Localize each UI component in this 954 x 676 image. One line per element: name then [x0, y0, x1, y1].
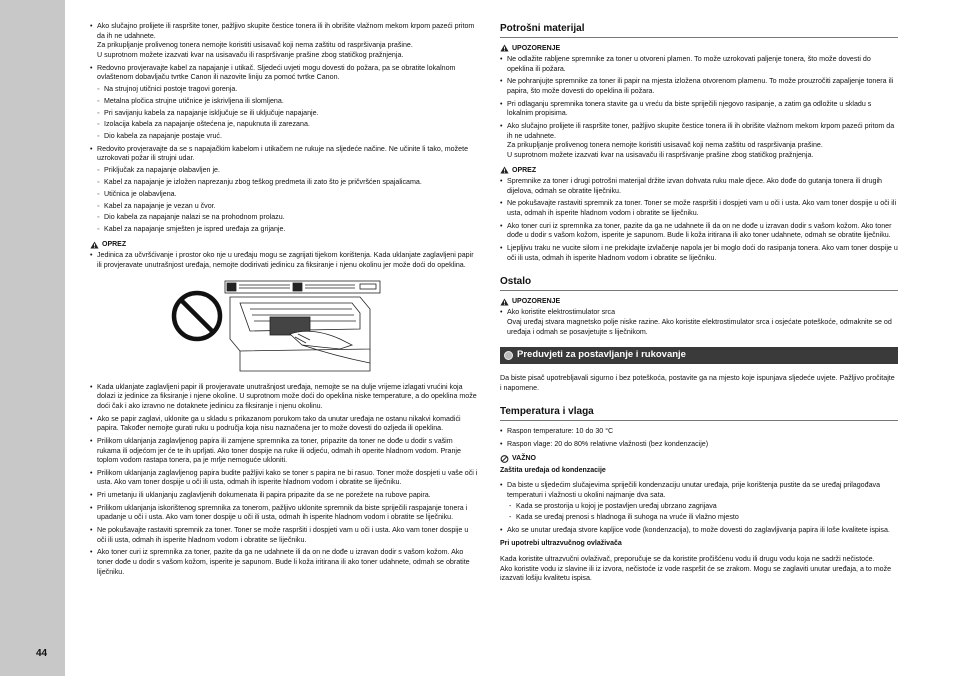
- list-item: • Ne pokušavajte rastaviti spremnik za toner. Toner se može raspršiti i dospjeti vam u oči i usta. Ako vam toner dospije u oči ili usta, odmah ih isperite hladnom vodom i obratite se liječniku.: [500, 199, 898, 218]
- list-item: • Ne pokušavajte rastaviti spremnik za toner. Toner se može raspršiti i dospjeti vam u oči i usta. Ako vam toner dospije u oči ili usta, odmah ih isperite hladnom vodom i obratite se liječniku.: [90, 526, 478, 545]
- temperature-section-title: Temperatura i vlaga: [500, 405, 898, 421]
- list-item: • Ako slučajno prolijete ili raspršite toner, pažljivo skupite čestice tonera ili ih obrišite vlažnom mekom krpom pazeći pritom da ih ne udahnete. Za prikupljanje prolivenog tonera nemojte koristiti usisavač koji nema zaštitu od raspršivanja prašine. U suprotnom možete izazvati kvar na usisavaču ili raspršivanje prašine zbog statičkog pražnjenja.: [90, 22, 478, 61]
- warning-triangle-icon: [500, 166, 509, 174]
- warning-triangle-icon: [90, 241, 99, 249]
- list-item: • Ako se papir zaglavi, uklonite ga u skladu s prikazanom porukom tako da unutar uređaja ne ostanu nikakvi komadići papira. Također nemojte gurati ruku u područja koja nisu naznačena jer to može dovesti do ozljeda ili opeklina.: [90, 415, 478, 434]
- list-item: ◦ Utičnica je olabavljena.: [97, 190, 478, 200]
- list-item: ◦ Kabel za napajanje smješten je ispred uređaja za grijanje.: [97, 225, 478, 235]
- list-item: • Ako toner curi iz spremnika za toner, pazite da ga ne udahnete ili da on ne dođe u izravan dodir s vašom kožom. Ako toner dođe u dodir s vašom kožom, isperite je sapunom. Bude li koža iritirana ili ako toner udahnete, odmah se obratite liječniku.: [90, 548, 478, 577]
- list-item: • Ne odlažite rabljene spremnike za toner u otvoreni plamen. To može uzrokovati paljenje tonera, što može dovesti do opeklina ili požara.: [500, 55, 898, 74]
- humidifier-subheading: Pri upotrebi ultrazvučnog ovlaživača: [500, 540, 622, 548]
- list-item: • Kada uklanjate zaglavljeni papir ili provjeravate unutrašnjost uređaja, nemojte se na dulje vrijeme izlagati vrućini koja dolazi iz jedinice za fiksiranje i njene okoline. U suprotnom može doći do opeklina niske temperature, a do opeklina može doći čak i ako izravno ne dotaknete jedinicu za fiksiranje i njenu okolinu.: [90, 383, 478, 412]
- list-item: ◦ Kabel za napajanje je vezan u čvor.: [97, 202, 478, 212]
- list-item: [500, 481, 898, 523]
- list-item: ◦ Izolacija kabela za napajanje oštećena je, napuknuta ili zarezana.: [97, 120, 478, 130]
- list-item: • Ljepljivu traku ne vucite silom i ne prekidajte izvlačenje napola jer bi moglo doći do rasipanja tonera. Ako vam toner dospije u oči ili usta, odmah ih isperite hladnom vodom i obratite se liječniku.: [500, 244, 898, 263]
- power-cord-handling-conditions: [97, 166, 478, 235]
- humidifier-text: Kada koristite ultrazvučni ovlaživač, preporučuje se da koristite pročišćenu vodu ili drugu vodu koja ne sadrži nečistoće. Ako koristite vodu iz slavine ili iz izvora, nečistoće iz vode raspršit će se zrakom. Mogu se zaglaviti unutar uređaja, a to može izazvati lošiju kvalitetu ispisa.: [500, 555, 892, 583]
- list-item: ◦ Dio kabela za napajanje nalazi se na prohodnom prolazu.: [97, 213, 478, 223]
- list-item: • Ako toner curi iz spremnika za toner, pazite da ga ne udahnete ili da on ne dođe u izravan dodir s vašom kožom. Ako toner dođe u dodir s vašom kožom, isperite je sapunom. Bude li koža iritirana ili ako toner udahnete, odmah se obratite liječniku.: [500, 222, 898, 241]
- list-item-text: Redovito provjeravajte da se s napajačkim kabelom i utikačem ne rukuje na sljedeće načine. Ne učinite li tako, možete uzrokovati požar ili strujni udar.: [97, 144, 469, 163]
- installation-intro: Da biste pisač upotrebljavali sigurno i bez poteškoća, postavite ga na mjesto koje ispunjava sljedeće uvjete. Pažljivo pročitajte i napomene.: [500, 374, 895, 392]
- list-item: • Jedinica za učvršćivanje i prostor oko nje u uređaju mogu se zagrijati tijekom korištenja. Kada uklanjate zaglavljeni papir ili provjeravate unutrašnjost uređaja, nemojte dodirivati jedinicu za fiksiranje i njenu okolinu jer može doći do opeklina.: [90, 251, 478, 270]
- condensation-cases: [507, 502, 898, 523]
- warning-label: UPOZORENJE: [512, 44, 561, 52]
- page-number: 44: [36, 648, 48, 659]
- list-item: • Prilikom uklanjanja iskorištenog spremnika za tonerom, pažljivo uklonite spremnik da biste spriječili raspajanje tonera i upadanje u oči i usta. Ako vam toner dospije u oči ili usta, odmah ih isperite hladnom vodom i obratite se liječniku.: [90, 504, 478, 523]
- list-item: ◦ Na strujnoj utičnici postoje tragovi gorenja.: [97, 85, 478, 95]
- toner-handling-list: [90, 383, 478, 578]
- condensation-list: [500, 481, 898, 535]
- list-item: • Ako koristite elektrostimulator srca Ovaj uređaj stvara magnetsko polje niske razine. Ako koristite elektrostimulator srca i osjećate poteškoće, odmaknite se od uređaja i odmah se posavjetujte s liječnikom.: [500, 308, 898, 337]
- intro-list: [90, 22, 478, 235]
- caution-heading: [500, 166, 898, 176]
- warning-triangle-icon: [500, 298, 509, 306]
- list-item: [90, 145, 478, 235]
- prohibition-icon: [174, 293, 220, 339]
- supplies-caution-list: [500, 177, 898, 263]
- list-item: ◦ Dio kabela za napajanje postaje vruć.: [97, 132, 478, 142]
- list-item: • Spremnike za toner i drugi potrošni materijal držite izvan dohvata ruku male djece. Ako dođe do gutanja tonera ili drugih dijelova, odmah se obratite liječniku.: [500, 177, 898, 196]
- list-item: • Pri umetanju ili uklanjanju zaglavljenih dokumenata ili papira pripazite da se ne porežete na rubove papira.: [90, 491, 478, 501]
- list-item: - Kada se uređaj prenosi s hladnoga ili suhoga na vruće ili vlažno mjesto: [507, 513, 898, 523]
- power-cord-conditions: [97, 85, 478, 142]
- warning-label: UPOZORENJE: [512, 297, 561, 305]
- list-item: ◦ Priključak za napajanje olabavljen je.: [97, 166, 478, 176]
- other-warning-list: [500, 308, 898, 337]
- important-label: VAŽNO: [512, 455, 536, 463]
- right-column: [500, 22, 898, 587]
- supplies-warning-list: [500, 55, 898, 160]
- fixing-unit-illustration: [90, 279, 478, 377]
- fixing-unit-illustration-graphic: [90, 279, 390, 377]
- caution-heading: [90, 240, 478, 250]
- warning-heading: [500, 44, 898, 54]
- caution-list: [90, 251, 478, 270]
- list-item: • Prilikom uklanjanja zaglavljenog papira budite pažljivi kako se toner s papira ne bi rasuo. Toner može dospjeti u vaše oči i usta. Ako vam toner dospije u oči ili usta, odmah ih isperite hladnom vodom i obratite se liječniku.: [90, 469, 478, 488]
- list-item: • Ako slučajno prolijete ili raspršite toner, pažljivo skupite čestice tonera ili ih obrišite vlažnom mekom krpom pazeći pritom da ih ne udahnete. Za prikupljanje prolivenog tonera nemojte koristiti usisavač koji nema zaštitu od raspršivanja prašine. U suprotnom možete izazvati kvar na usisavaču ili raspršivanje prašine zbog statičkog pražnjenja.: [500, 122, 898, 161]
- condensation-subheading: Zaštita uređaja od kondenzacije: [500, 466, 606, 474]
- temperature-list: [500, 427, 898, 449]
- page-margin-bar: [0, 0, 65, 676]
- installation-title-text: Preduvjeti za postavljanje i rukovanje: [517, 349, 686, 361]
- other-warning-heading: [500, 297, 898, 307]
- section-bullet-icon: [504, 351, 513, 360]
- list-item: ◦ Kabel za napajanje je izložen naprezanju zbog teškog predmeta ili zato što je pričvršćen spajalicama.: [97, 178, 478, 188]
- important-heading: [500, 454, 898, 464]
- caution-label: OPREZ: [102, 240, 127, 248]
- list-item: • Prilikom uklanjanja zaglavljenog papira ili zamjene spremnika za toner, pripazite da toner ne dođe u dodir s vašim rukama ili odjećom jer će te ih uprljati. Ako toner dospije na ruke ili odjeću, odmah ih operite hladnom vodom. Pranje toplom vodom rastapa tonera, pa je mrlje nemoguće ukloniti.: [90, 437, 478, 466]
- important-icon: [500, 455, 509, 463]
- caution-label: OPREZ: [512, 166, 537, 174]
- warning-triangle-icon: [500, 44, 509, 52]
- list-item: ◦ Pri savijanju kabela za napajanje isključuje se ili uključuje napajanje.: [97, 109, 478, 119]
- list-item: [90, 64, 478, 142]
- left-column: [90, 22, 478, 580]
- list-item: - Kada se prostorija u kojoj je postavljen uređaj ubrzano zagrijava: [507, 502, 898, 512]
- installation-section-title: [500, 347, 898, 364]
- list-item: • Raspon temperature: 10 do 30 °C: [500, 427, 898, 437]
- list-item-text: Da biste u sljedećim slučajevima spriječili kondenzaciju unutar uređaja, prije korištenja pustite da se uređaj prilagođava temperaturi i vlažnosti u okolini najmanje dva sata.: [507, 481, 881, 499]
- list-item: ◦ Metalna pločica strujne utičnice je iskrivljena ili slomljena.: [97, 97, 478, 107]
- list-item: • Raspon vlage: 20 do 80% relativne vlažnosti (bez kondenzacije): [500, 440, 898, 450]
- list-item: • Pri odlaganju spremnika tonera stavite ga u vreću da biste spriječili njegovo rasipanje, a zatim ga odložite u skladu s lokalnim propisima.: [500, 100, 898, 119]
- supplies-section-title: Potrošni materijal: [500, 22, 898, 38]
- other-section-title: Ostalo: [500, 275, 898, 291]
- list-item-text: Redovno provjeravajte kabel za napajanje i utikač. Sljedeći uvjeti mogu dovesti do požara, pa se obratite lokalnom ovlaštenom dobavljaču tvrtke Canon ili nazovite liniju za pomoć tvrtke Canon.: [97, 63, 456, 82]
- printer-interior-icon: [225, 281, 380, 371]
- list-item: • Ne pohranjujte spremnike za toner ili papir na mjesta izložena otvorenom plamenu. To može prouzročiti zapaljenje tonera ili papira, što može dovesti do opeklina ili požara.: [500, 77, 898, 96]
- list-item: • Ako se unutar uređaja stvore kapljice vode (kondenzacija), to može dovesti do zaglavljivanja papira ili loše kvalitete ispisa.: [500, 526, 898, 536]
